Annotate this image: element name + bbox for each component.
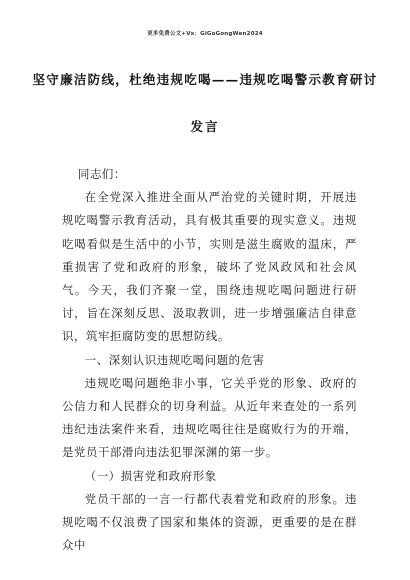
- document-title-line2: 发言: [190, 119, 220, 134]
- paragraph-harm: 违规吃喝问题绝非小事，它关乎党的形象、政府的公信力和人民群众的切身利益。从近年来查处的一系列违纪违法案件来看，违规吃喝往往是腐败行为的开端，是党员干部滑向违法犯罪深渊的第一步。: [62, 375, 357, 460]
- salutation: 同志们：: [77, 167, 126, 181]
- paragraph-image: 党员干部的一言一行都代表着党和政府的形象。违规吃喝不仅浪费了国家和集体的资源，更重要的是在群众中: [62, 491, 357, 553]
- subsection-heading-1: （一）损害党和政府形象: [84, 468, 217, 483]
- document-title-line1: 坚守廉洁防线，杜绝违规吃喝——违规吃喝警示教育研讨: [32, 72, 378, 87]
- header-note: 更多免费公文+Vx：GiGoGongWen2024: [147, 31, 263, 37]
- document-body: [62, 163, 357, 557]
- section-heading-1: 一、深刻认识违规吃喝问题的危害: [84, 352, 265, 367]
- paragraph-intro: 在全党深入推进全面从严治党的关键时期，开展违规吃喝警示教育活动，具有极其重要的现实意义。违规吃喝看似是生活中的小节，实则是滋生腐败的温床，严重损害了党和政府的形象，破坏了党风政风和社会风气。今天，我们齐聚一堂，围绕违规吃喝问题进行研讨，旨在深刻反思、汲取教训，进一步增强廉洁自律意识，筑牢拒腐防变的思想防线。: [62, 190, 357, 344]
